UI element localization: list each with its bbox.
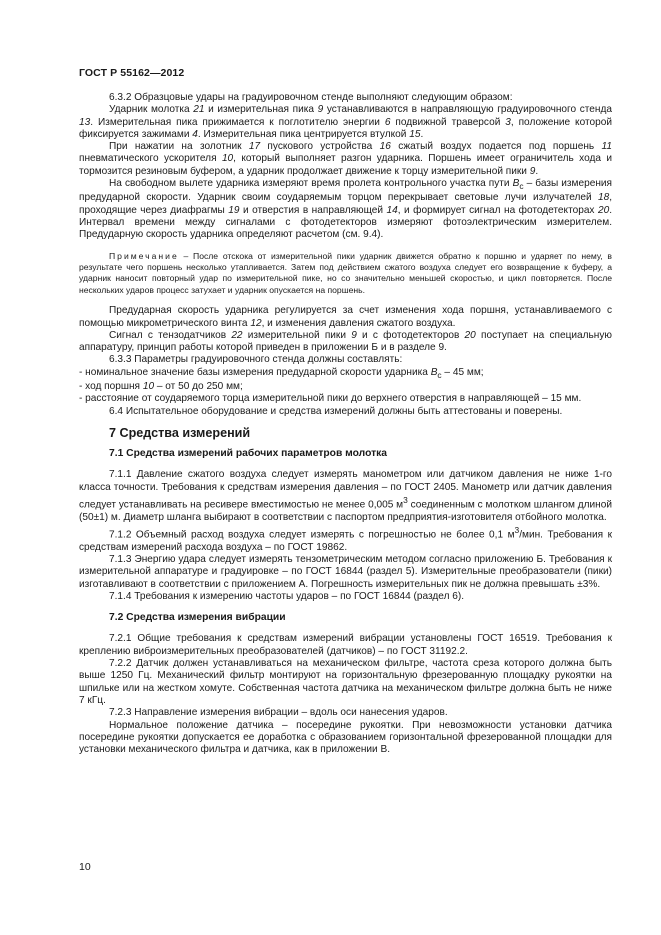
paragraph-signal: Сигнал с тензодатчиков 22 измерительной пики 9 и с фотодетекторов 20 поступает на специальную аппаратуру, принцип работы которой приведен в приложении Б и в разделе 9. bbox=[79, 329, 613, 354]
paragraph-6-3-3: 6.3.3 Параметры градуировочного стенда должны составлять: bbox=[109, 354, 403, 366]
paragraph-7-1-4: 7.1.4 Требования к измерению частоты ударов – по ГОСТ 16844 (раздел 6). bbox=[109, 590, 465, 602]
paragraph-flight-time: На свободном вылете ударника измеряют время пролета контрольного участка пути $B_с$ – базы измерения предударной скорости. Ударник своим соударяемым торцом перекрывает световые лучи излучателей 18, проходящие через диафрагмы 19 и отверстия в направляющей 14, и формирует сигнал на фотодетекторах 20. Интервал времени между сигналами с фотодетекторов измеряют фотоэлектрическим измерителем. Предударную скорость ударника определяют расчетом (см. 9.4). bbox=[79, 178, 612, 241]
note-label: Примечание bbox=[109, 250, 179, 261]
paragraph-7-1-1: 7.1.1 Давление сжатого воздуха следует измерять манометром или датчиком давления не ниже 1-го класса точности. Требования к средствам измерения давления – по ГОСТ 2405. Манометр или датчик давления следует устанавливать на ресивере вместимостью не менее 0,005 $м^3$ соединенным с молотком шлангом длиной (50±1) м. Диаметр шланга выбирают в соответствии с паспортом предприятия-изготовителя отбойного молотка. bbox=[79, 469, 612, 523]
paragraph-impactor-setup: Ударник молотка 21 и измерительная пика 9 устанавливаются в направляющую градуировочного стенда 13. Измерительная пика прижимается к поглотителю энергии 6 подвижной траверсой 3, положение которой фиксируется зажимами 4. Измерительная пика центрируется втулкой 15. bbox=[79, 104, 612, 140]
section-7-title: 7 Средства измерений bbox=[109, 425, 251, 440]
list-item-base: - номинальное значение базы измерения предударной скорости ударника $B_с - 45$ мм; bbox=[79, 366, 484, 380]
note-paragraph: Примечание – После отскока от измерительной пики ударник движется обратно к поршню и ударяет по нему, в результате чего поршень несколько утапливается. Затем под действием сжатого воздуха следует его возвращение к буферу, а ударник наносит повторный удар по измерительной пике, но со значительно меньшей скоростью, и цикл повторяется. После нескольких ударов процесс затухает и ударник опускается на поршень. bbox=[79, 250, 612, 295]
paragraph-7-2-1: 7.2.1 Общие требования к средствам измерений вибрации установлены ГОСТ 16519. Требования к креплению виброизмерительных преобразователей (датчиков) – по ГОСТ 31192.2. bbox=[79, 633, 612, 657]
note-block bbox=[79, 251, 612, 297]
paragraph-7-2-2: 7.2.2 Датчик должен устанавливаться на механическом фильтре, частота среза которого должна быть выше 1250 Гц. Механический фильтр монтируют на горизонтальную фрезерованную площадку рукоятки на шпильке или на жестком хомуте. Собственная частота датчика на механическом фильтре должна быть не ниже 7 кГц. bbox=[79, 658, 612, 706]
subsection-7-1-title: 7.1 Средства измерений рабочих параметров молотка bbox=[109, 448, 388, 460]
paragraph-speed-regulation: Предударная скорость ударника регулируется за счет изменения хода поршня, устанавливаемого с помощью микрометрического винта 12, и изменения давления сжатого воздуха. bbox=[79, 305, 612, 329]
paragraph-7-2-3: 7.2.3 Направление измерения вибрации – вдоль оси нанесения ударов. bbox=[109, 707, 448, 719]
page-number: 10 bbox=[79, 861, 91, 873]
paragraph-sensor-position: Нормальное положение датчика – посередине рукоятки. При невозможности установки датчика посередине рукоятки допускается ее доработка с образованием горизонтальной фрезерованной площадки для установки механического фильтра и датчика, как в приложении В. bbox=[79, 719, 612, 756]
page-content bbox=[79, 92, 612, 756]
list-item-distance: - расстояние от соударяемого торца измерительной пики до верхнего отверстия в направляющей – 15 мм. bbox=[79, 393, 582, 405]
list-item-stroke: - ход поршня 10 – от 50 до 250 мм; bbox=[79, 381, 243, 392]
paragraph-7-1-2: 7.1.2 Объемный расход воздуха следует измерять с погрешностью не более 0,1 $м^3$/мин. Требования к средствам измерений расхода воздуха – по ГОСТ 19862. bbox=[79, 525, 612, 553]
paragraph-trigger: При нажатии на золотник 17 пускового устройства 16 сжатый воздух подается под поршень 11 пневматического ускорителя 10, который выполняет разгон ударника. Поршень имеет ограничитель хода и тормозится резиновым буфером, а ударник продолжает движение к торцу измерительной пики 9. bbox=[79, 141, 612, 177]
paragraph-7-1-3: 7.1.3 Энергию удара следует измерять тензометрическим методом согласно приложению Б. Требования к измерительной аппаратуре и градуировке – по ГОСТ 16844 (раздел 5). Измерительные преобразователи (пики) изготавливают в соответствии с приложением А. Погрешность измерительных пик не должна превышать ±3%. bbox=[79, 553, 612, 590]
page-header: ГОСТ Р 55162—2012 bbox=[79, 67, 185, 79]
paragraph-6-4: 6.4 Испытательное оборудование и средства измерений должны быть аттестованы и поверены. bbox=[109, 405, 563, 417]
paragraph-6-3-2: 6.3.2 Образцовые удары на градуировочном стенде выполняют следующим образом: bbox=[109, 92, 513, 103]
subsection-7-2-title: 7.2 Средства измерения вибрации bbox=[109, 612, 286, 624]
